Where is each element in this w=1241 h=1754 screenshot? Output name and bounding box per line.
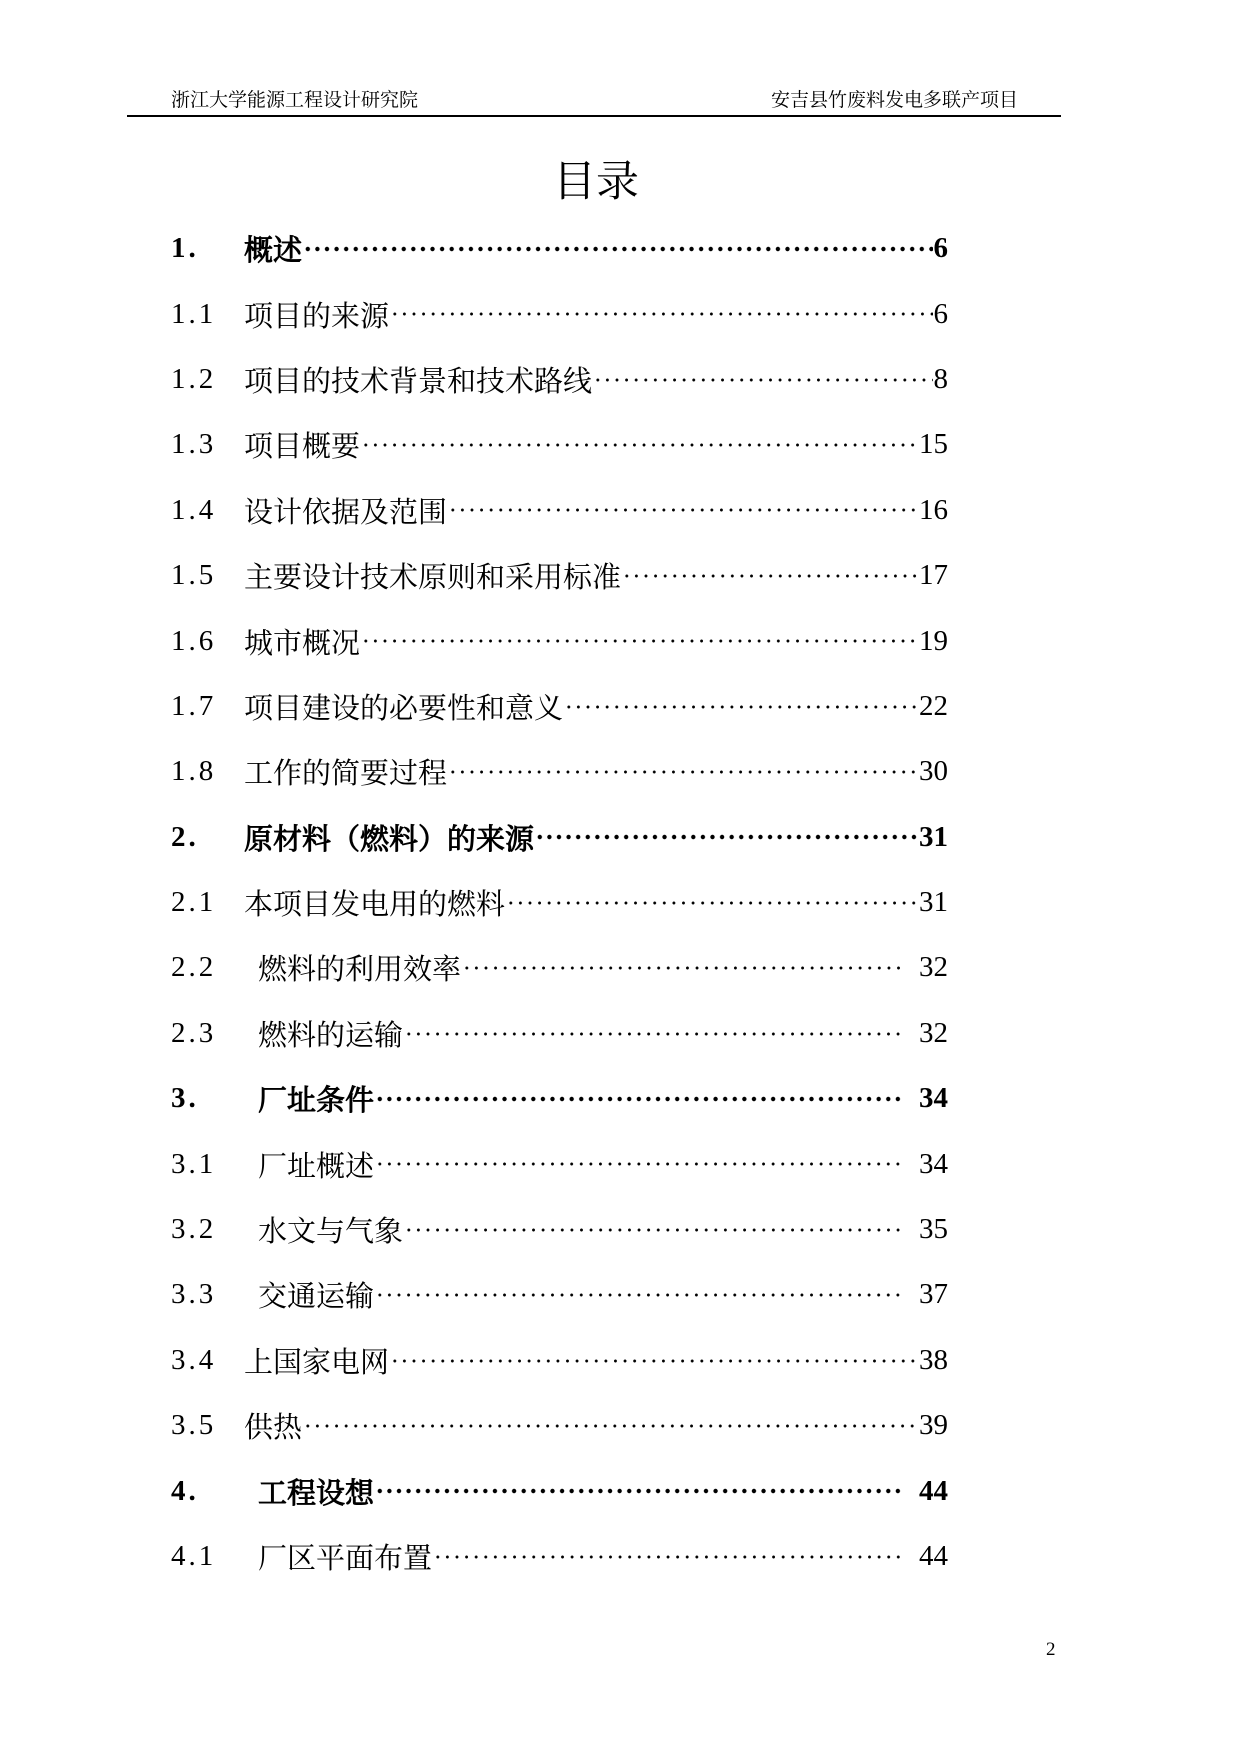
toc-entry-title: 上国家电网: [244, 1346, 390, 1379]
toc-dot-leader: [375, 1262, 902, 1327]
toc-dot-leader: [448, 478, 918, 543]
toc-entry-number: 1.: [171, 232, 199, 265]
toc-entry-number: 3.5: [171, 1409, 217, 1442]
toc-entry-number: 1.1: [171, 297, 217, 330]
toc-dot-leader: [433, 1524, 902, 1589]
toc-entry-page: 6: [933, 297, 948, 330]
toc-entry-page: 34: [919, 1082, 948, 1115]
toc-dot-leader: [404, 1001, 902, 1066]
toc-entry-page: 15: [919, 428, 948, 461]
toc-entry-number: 1.7: [171, 689, 217, 722]
toc-entry-page: 34: [919, 1147, 948, 1180]
toc-entry-page: 32: [919, 1016, 948, 1049]
toc-dot-leader: [361, 608, 918, 673]
toc-entry-page: 8: [933, 362, 948, 395]
toc-section-entry: [171, 1328, 948, 1393]
toc-entry-title: 项目的技术背景和技术路线: [244, 365, 593, 398]
toc-section-entry: [171, 739, 948, 804]
toc-chapter-entry: [171, 805, 948, 870]
page-number: 2: [1046, 1639, 1056, 1660]
toc-section-entry: [171, 1001, 948, 1066]
toc-section-entry: [171, 412, 948, 477]
toc-dot-leader: [564, 674, 918, 739]
toc-entry-title: 项目概要: [244, 431, 361, 464]
toc-entry-title: 原材料（燃料）的来源: [244, 823, 535, 856]
toc-entry-title: 主要设计技术原则和采用标准: [244, 562, 622, 595]
header-project-name: 安吉县竹废料发电多联产项目: [770, 90, 1018, 111]
toc-entry-title: 燃料的利用效率: [258, 954, 462, 987]
toc-dot-leader: [361, 412, 918, 477]
toc-entry-number: 2.3: [171, 1016, 217, 1049]
toc-entry-page: 31: [919, 886, 948, 919]
toc-entry-number: 3.2: [171, 1213, 217, 1246]
toc-entry-page: 30: [919, 755, 948, 788]
table-of-contents: [171, 216, 948, 1589]
toc-entry-title: 工程设想: [258, 1477, 375, 1510]
toc-entry-number: 3.3: [171, 1278, 217, 1311]
toc-section-entry: [171, 478, 948, 543]
toc-dot-leader: [390, 281, 932, 346]
toc-entry-title: 项目的来源: [244, 300, 390, 333]
header-organization: 浙江大学能源工程设计研究院: [171, 90, 419, 111]
toc-entry-page: 32: [919, 951, 948, 984]
toc-entry-number: 1.6: [171, 624, 217, 657]
toc-entry-number: 4.: [171, 1474, 199, 1507]
toc-dot-leader: [375, 1131, 902, 1196]
toc-entry-page: 37: [919, 1278, 948, 1311]
toc-entry-page: 31: [919, 820, 948, 853]
toc-dot-leader: [593, 347, 932, 412]
toc-dot-leader: [622, 543, 918, 608]
toc-dot-leader: [303, 216, 932, 281]
toc-entry-title: 项目建设的必要性和意义: [244, 692, 564, 725]
toc-entry-page: 35: [919, 1213, 948, 1246]
toc-entry-number: 3.4: [171, 1343, 217, 1376]
toc-entry-title: 概述: [244, 235, 303, 268]
toc-section-entry: [171, 1262, 948, 1327]
toc-section-entry: [171, 281, 948, 346]
toc-entry-title: 厂址条件: [258, 1085, 375, 1118]
toc-entry-page: 16: [919, 493, 948, 526]
toc-section-entry: [171, 870, 948, 935]
toc-chapter-entry: [171, 216, 948, 281]
toc-dot-leader: [303, 1393, 918, 1458]
toc-chapter-entry: [171, 1066, 948, 1131]
toc-entry-page: 19: [919, 624, 948, 657]
toc-entry-number: 1.8: [171, 755, 217, 788]
toc-section-entry: [171, 347, 948, 412]
toc-entry-number: 1.4: [171, 493, 217, 526]
toc-entry-number: 1.3: [171, 428, 217, 461]
toc-section-entry: [171, 543, 948, 608]
toc-section-entry: [171, 935, 948, 1000]
toc-entry-number: 2.1: [171, 886, 217, 919]
toc-entry-page: 44: [919, 1474, 948, 1507]
toc-dot-leader: [506, 870, 918, 935]
toc-section-entry: [171, 1524, 948, 1589]
toc-entry-number: 2.2: [171, 951, 217, 984]
toc-entry-page: 6: [933, 232, 948, 265]
toc-entry-title: 燃料的运输: [258, 1019, 404, 1052]
toc-dot-leader: [375, 1458, 902, 1523]
toc-section-entry: [171, 1393, 948, 1458]
toc-entry-number: 4.1: [171, 1540, 217, 1572]
toc-entry-title: 水文与气象: [258, 1216, 404, 1249]
toc-entry-page: 22: [919, 689, 948, 722]
toc-entry-title: 厂址概述: [258, 1150, 375, 1183]
toc-entry-title: 交通运输: [258, 1281, 375, 1314]
toc-dot-leader: [390, 1328, 918, 1393]
toc-section-entry: [171, 1197, 948, 1262]
toc-entry-title: 设计依据及范围: [244, 496, 448, 529]
toc-entry-page: 17: [919, 559, 948, 592]
toc-dot-leader: [375, 1066, 902, 1131]
toc-entry-number: 1.2: [171, 362, 217, 395]
toc-entry-number: 3.: [171, 1082, 199, 1115]
toc-dot-leader: [448, 739, 918, 804]
toc-entry-title: 供热: [244, 1412, 303, 1445]
toc-entry-page: 38: [919, 1343, 948, 1376]
header-divider: [127, 115, 1061, 117]
toc-entry-number: 1.5: [171, 559, 217, 592]
toc-entry-title: 厂区平面布置: [258, 1543, 433, 1575]
toc-dot-leader: [535, 805, 918, 870]
toc-entry-title: 工作的简要过程: [244, 758, 448, 791]
toc-section-entry: [171, 674, 948, 739]
toc-entry-title: 本项目发电用的燃料: [244, 889, 506, 922]
toc-title: 目录: [553, 159, 639, 206]
toc-entry-page: 44: [919, 1540, 948, 1572]
toc-section-entry: [171, 608, 948, 673]
toc-dot-leader: [462, 935, 902, 1000]
toc-entry-title: 城市概况: [244, 627, 361, 660]
toc-section-entry: [171, 1131, 948, 1196]
toc-chapter-entry: [171, 1458, 948, 1523]
toc-entry-number: 3.1: [171, 1147, 217, 1180]
toc-entry-page: 39: [919, 1409, 948, 1442]
toc-entry-number: 2.: [171, 820, 199, 853]
toc-dot-leader: [404, 1197, 902, 1262]
